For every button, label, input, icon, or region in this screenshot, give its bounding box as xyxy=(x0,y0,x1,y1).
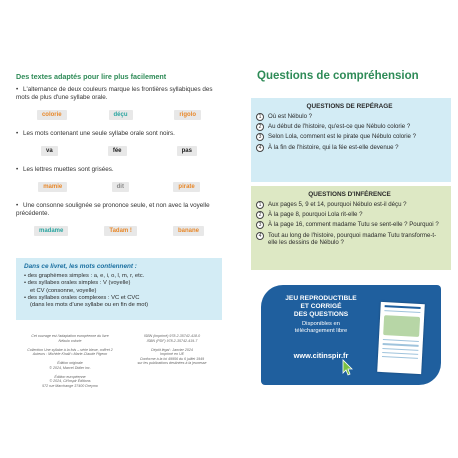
number-badge: 4 xyxy=(256,232,264,240)
promo-line: téléchargement libre xyxy=(294,328,348,335)
example-word: Tadam ! xyxy=(104,226,137,236)
example-word: rigolo xyxy=(174,110,201,120)
rule-single-syllable xyxy=(16,130,222,138)
info-box-title: Dans ce livret, les mots contiennent : xyxy=(24,263,137,270)
credit-line: Cet ouvrage est l'adaptation européenne du livre xyxy=(31,334,109,338)
credit-line: Conforme à la loi 49956 du 6 juillet 1949 xyxy=(139,356,205,361)
example-word: banane xyxy=(173,226,204,236)
example-row-4 xyxy=(16,226,222,236)
bullet: • xyxy=(16,130,19,137)
reperage-title: QUESTIONS DE REPÉRAGE xyxy=(306,103,393,110)
promo-line: DES QUESTIONS xyxy=(293,310,349,318)
question-item xyxy=(256,201,443,209)
inference-box xyxy=(251,186,451,270)
promo-heading xyxy=(271,295,371,318)
example-word: colorie xyxy=(37,110,67,120)
example-row-2 xyxy=(16,146,222,156)
info-item: • des graphèmes simples : a, e, i, o, l, m, r, etc. xyxy=(24,273,145,280)
rule-alternation xyxy=(16,86,222,102)
credit-line: Collection Une syllabe à la fois – série bleue, coffret 2 xyxy=(27,347,113,352)
example-word: pirate xyxy=(173,182,199,192)
example-word: déçu xyxy=(109,110,133,120)
download-promo[interactable] xyxy=(261,285,441,385)
question-item xyxy=(256,113,443,121)
question-text: Selon Lola, comment est le pirate que Nébulo colorie ? xyxy=(268,133,417,141)
question-text: Aux pages 5, 9 et 14, pourquoi Nébulo est-il déçu ? xyxy=(268,201,407,208)
example-word: dit xyxy=(112,182,129,192)
question-text: À la page 8, pourquoi Lola rit-elle ? xyxy=(268,211,363,219)
cursor-icon xyxy=(341,359,355,377)
credit-line: sur les publications destinées à la jeunesse xyxy=(137,361,207,365)
example-word: madame xyxy=(34,226,68,236)
inference-title: QUESTIONS D'INFÉRENCE xyxy=(308,191,391,198)
question-text: À la fin de l'histoire, qui la fée est-elle devenue ? xyxy=(268,143,399,151)
question-text: À la page 16, comment madame Tutu se sent-elle ? Pourquoi ? xyxy=(268,221,439,229)
promo-line: JEU REPRODUCTIBLE xyxy=(285,295,357,302)
page-title: Questions de compréhension xyxy=(257,70,419,82)
credit-line: Édition originale xyxy=(57,361,83,365)
question-item xyxy=(256,211,443,219)
rule-silent-letters xyxy=(16,166,222,174)
promo-line: ET CORRIGÉ xyxy=(300,302,342,310)
legal-info xyxy=(122,334,222,366)
credit-line: Édition européenne xyxy=(54,374,86,379)
number-badge: 2 xyxy=(256,123,264,131)
example-word: mamie xyxy=(38,182,67,192)
number-badge: 2 xyxy=(256,211,264,219)
credit-line: Imprimé en UE xyxy=(160,352,184,356)
info-text: des graphèmes simples : a, e, i, o, l, m, r, etc. xyxy=(27,273,145,280)
credit-line: Auteurs : Michèle Khalil • Marie-Claude Pigeon xyxy=(32,352,108,356)
promo-line: Disponibles en xyxy=(301,321,341,327)
question-item xyxy=(256,221,443,229)
credit-line: ISBN (PDF) 978-2-35742-419-7 xyxy=(146,338,198,343)
example-word: fée xyxy=(108,146,127,156)
credit-line: 572 rue Marchange 37400 Dreymo xyxy=(42,383,98,388)
bullet: • xyxy=(16,166,19,173)
section-title: Des textes adaptés pour lire plus facilement xyxy=(16,72,167,81)
credit-line: Dépôt légal : Janvier 2024 xyxy=(151,347,193,352)
info-item: • des syllabes orales simples : V (voyelle) xyxy=(24,280,131,287)
info-text: des syllabes orales complexes : VC et CVC xyxy=(27,294,140,301)
right-page xyxy=(229,0,458,458)
number-badge: 4 xyxy=(256,144,264,152)
info-item-cont: (dans les mots d'une syllabe ou en fin de mot) xyxy=(30,302,149,309)
question-text: Au début de l'histoire, qu'est-ce que Nébulo colorie ? xyxy=(268,123,411,131)
website-link[interactable]: www.citinspir.fr xyxy=(293,351,349,360)
question-item xyxy=(256,133,443,141)
booklet-thumbnail-icon xyxy=(377,302,425,374)
question-item xyxy=(256,232,443,247)
promo-subtext xyxy=(271,321,371,335)
question-item xyxy=(256,123,443,131)
rule-underlined-consonant xyxy=(16,202,222,218)
bullet: • xyxy=(16,202,19,209)
example-row-3 xyxy=(16,182,222,192)
credit-line: Nébulo colorie xyxy=(58,338,82,343)
rule-text: Les mots contenant une seule syllabe orale sont noirs. xyxy=(23,130,175,137)
info-text: des syllabes orales simples : V (voyelle) xyxy=(27,280,131,287)
rule-text: Une consonne soulignée se prononce seule, et non avec la voyelle précédente. xyxy=(16,202,210,218)
info-item-cont: et CV (consonne, voyelle) xyxy=(30,287,97,294)
example-row-1 xyxy=(16,110,222,120)
credit-line: © 2024, Cit'inspir Éditions xyxy=(49,379,91,383)
bullet: • xyxy=(16,86,19,93)
number-badge: 3 xyxy=(256,133,264,141)
rule-text: L'alternance de deux couleurs marque les frontières syllabiques des mots de plus d'une syllabe orale. xyxy=(16,86,213,102)
question-text: Tout au long de l'histoire, pourquoi madame Tutu transforme-t-elle les dessins de Nébulo ? xyxy=(268,231,437,247)
number-badge: 1 xyxy=(256,113,264,121)
question-text: Où est Nébulo ? xyxy=(268,113,313,120)
number-badge: 1 xyxy=(256,201,264,209)
example-word: pas xyxy=(177,146,197,156)
question-item xyxy=(256,144,443,152)
example-word: va xyxy=(41,146,58,156)
info-item: • des syllabes orales complexes : VC et CVC xyxy=(24,294,140,301)
reperage-box xyxy=(251,98,451,182)
rule-text: Les lettres muettes sont grisées. xyxy=(23,166,114,173)
publisher-credits xyxy=(20,334,120,388)
credit-line: © 2024, Marcel Didier inc. xyxy=(49,365,91,370)
credit-line: ISBN (imprimé) 978-2-35742-418-0 xyxy=(143,334,201,338)
info-box xyxy=(16,258,222,320)
number-badge: 3 xyxy=(256,221,264,229)
